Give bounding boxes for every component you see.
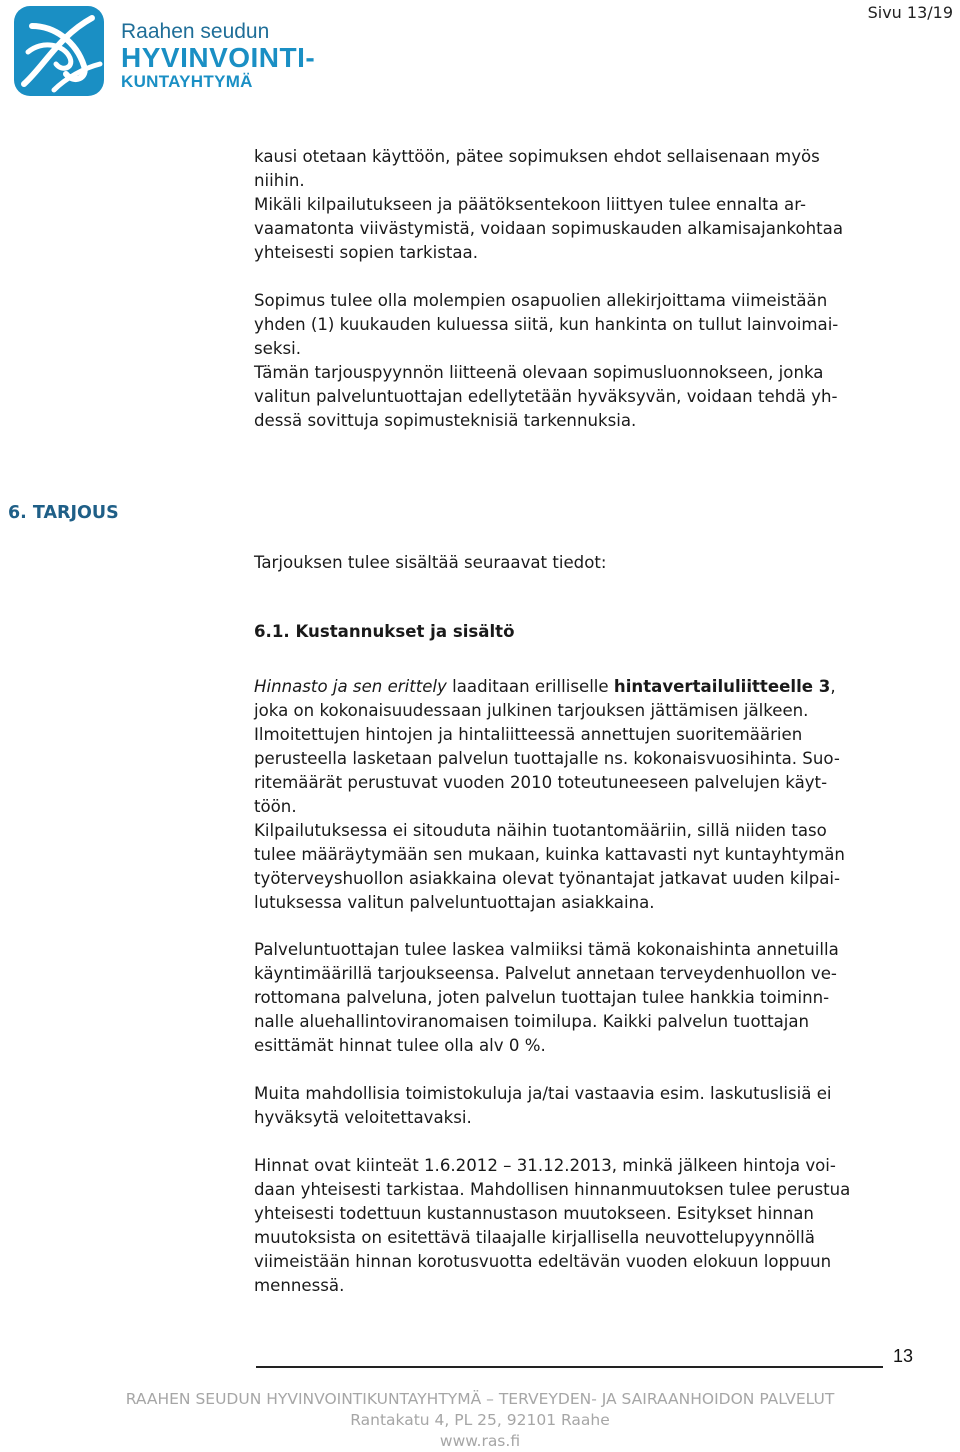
page-number: 13 [893, 1346, 914, 1366]
footer-website: www.ras.fi [439, 1432, 521, 1450]
paragraph-office-costs: Muita mahdollisia toimistokuluja ja/tai vastaavia esim. laskutuslisiä ei hyväksytä veloitettavaksi. [254, 1084, 832, 1127]
logo-line3: KUNTAYHTYMÄ [121, 72, 253, 91]
section-intro: Tarjouksen tulee sisältää seuraavat tiedot: [254, 553, 607, 572]
knot-logo-icon [14, 6, 104, 96]
paragraph-contract-signing: Sopimus tulee olla molempien osapuolien allekirjoittama viimeistään yhden (1) kuukauden kuluessa siitä, kun hankinta on tullut lainvoimai- seksi. Tämän tarjouspyynnön liitteenä olevaan sopimusluonnokseen, jonka valitun palveluntuottajan edellytetään hyväksyvän, voidaan tehdä yh- dessä sovittuja sopimusteknisiä tarkennuksia. [254, 291, 839, 430]
logo-line1: Raahen seudun [121, 20, 270, 43]
page-label: Sivu 13/19 [867, 3, 953, 22]
organization-logo [14, 6, 334, 101]
page-number-rule [256, 1366, 883, 1368]
subsection-heading-costs: 6.1. Kustannukset ja sisältö [254, 622, 515, 641]
paragraph-fixed-prices: Hinnat ovat kiinteät 1.6.2012 – 31.12.2013, minkä jälkeen hintoja voi- daan yhteisesti tarkistaa. Mahdollisen hinnanmuutoksen tulee perustua yhteisesti todettuun kustannustason muutokseen. Esitykset hinnan muutoksista on esitettävä tilaajalle kirjallisella neuvottelupyynnöllä viimeistään hinnan korotusvuotta edeltävän vuoden elokuun loppuun mennessä. [254, 1156, 851, 1295]
paragraph-contract-period: kausi otetaan käyttöön, pätee sopimuksen ehdot sellaisenaan myös niihin. Mikäli kilpailutukseen ja päätöksentekoon liittyen tulee ennalta ar- vaamatonta viivästymistä, voidaan sopimuskauden alkamisajankohtaa yhteisesti sopien tarkistaa. [254, 147, 843, 262]
paragraph-price-list: Hinnasto ja sen erittely laaditaan erilliselle hintavertailuliitteelle 3, joka on kokonaisuudessaan julkinen tarjouksen jättämisen jälkeen. Ilmoitettujen hintojen ja hintaliitteessä annettujen suoritemäärien perusteella lasketaan palvelun tuottajalle ns. kokonaisvuosihinta. Suo- ritemäärät perustuvat vuoden 2010 toteutuneeseen palvelujen käyt- töön. Kilpailutuksessa ei sitouduta näihin tuotantomääriin, sillä niiden taso tulee määräytymään sen mukaan, kuinka kattavasti nyt kuntayhtymän työterveyshuollon asiakkaina olevat työnantajat jatkavat uuden kilpai- lutuksessa valitun palveluntuottajan asiakkaina. [254, 677, 845, 912]
section-heading-tarjous: 6. TARJOUS [8, 503, 119, 523]
paragraph-total-price: Palveluntuottajan tulee laskea valmiiksi tämä kokonaishinta annetuilla käyntimäärillä tarjoukseensa. Palvelut annetaan terveydenhuollon ve- rottomana palveluna, joten palvelun tuottajan tulee hankkia toiminn- nalle aluehallintoviranomaisen toimilupa. Kaikki palvelun tuottajan esittämät hinnat tulee olla alv 0 %. [254, 940, 839, 1055]
logo-line2: HYVINVOINTI- [121, 42, 316, 73]
footer-address: Rantakatu 4, PL 25, 92101 Raahe [350, 1411, 610, 1429]
footer-organization: RAAHEN SEUDUN HYVINVOINTIKUNTAYHTYMÄ – TERVEYDEN- JA SAIRAANHOIDON PALVELUT [125, 1390, 835, 1408]
